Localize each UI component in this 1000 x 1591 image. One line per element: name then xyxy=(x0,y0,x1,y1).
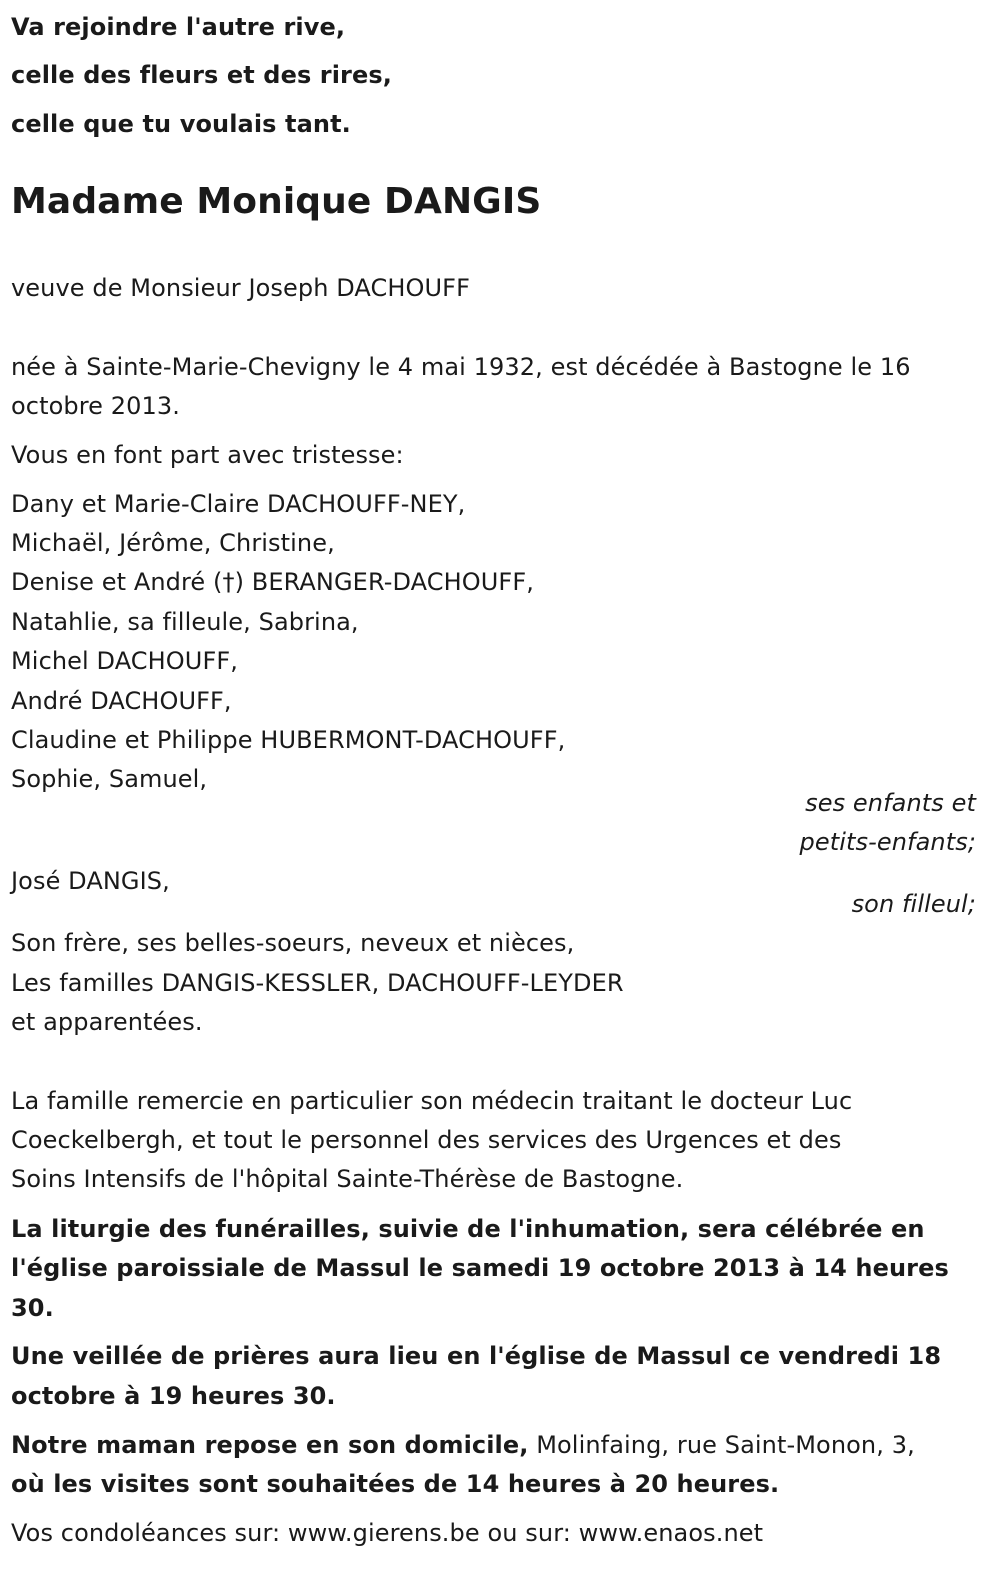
vigil-line: octobre à 19 heures 30. xyxy=(11,1382,336,1410)
condolences-line: Vos condoléances sur: www.gierens.be ou sur: www.enaos.net xyxy=(11,1519,764,1547)
godson-name: José DANGIS, xyxy=(11,867,170,895)
deceased-name: Madame Monique DANGIS xyxy=(11,181,542,222)
children-role-line-2: petits-enfants; xyxy=(799,828,976,856)
relatives-line: Les familles DANGIS-KESSLER, DACHOUFF-LEYDER xyxy=(11,969,624,997)
poem-line-1: Va rejoindre l'autre rive, xyxy=(11,13,346,41)
thanks-line: Soins Intensifs de l'hôpital Sainte-Thérèse de Bastogne. xyxy=(11,1165,684,1193)
family-line: Sophie, Samuel, xyxy=(11,765,208,793)
rest-visits: où les visites sont souhaitées de 14 heures à 20 heures. xyxy=(11,1470,780,1498)
family-line: Claudine et Philippe HUBERMONT-DACHOUFF, xyxy=(11,726,566,754)
birth-death-line-1: née à Sainte-Marie-Chevigny le 4 mai 1932, est décédée à Bastogne le 16 xyxy=(11,353,911,381)
children-role-line-1: ses enfants et xyxy=(805,789,976,817)
announcement-intro: Vous en font part avec tristesse: xyxy=(11,441,404,469)
thanks-line: La famille remercie en particulier son médecin traitant le docteur Luc xyxy=(11,1087,853,1115)
funeral-line: l'église paroissiale de Massul le samedi 19 octobre 2013 à 14 heures xyxy=(11,1254,949,1282)
vigil-line: Une veillée de prières aura lieu en l'église de Massul ce vendredi 18 xyxy=(11,1342,942,1370)
poem-line-2: celle des fleurs et des rires, xyxy=(11,61,392,89)
widow-of: veuve de Monsieur Joseph DACHOUFF xyxy=(11,274,470,302)
funeral-line: La liturgie des funérailles, suivie de l'inhumation, sera célébrée en xyxy=(11,1215,925,1243)
family-line: Denise et André (†) BERANGER-DACHOUFF, xyxy=(11,568,534,596)
godson-role: son filleul; xyxy=(851,890,976,918)
thanks-line: Coeckelbergh, et tout le personnel des services des Urgences et des xyxy=(11,1126,842,1154)
relatives-line: et apparentées. xyxy=(11,1008,203,1036)
birth-death-line-2: octobre 2013. xyxy=(11,392,180,420)
rest-address: Molinfaing, rue Saint-Monon, 3, xyxy=(528,1431,915,1459)
funeral-line: 30. xyxy=(11,1294,54,1322)
family-line: André DACHOUFF, xyxy=(11,687,232,715)
family-line: Natahlie, sa filleule, Sabrina, xyxy=(11,608,359,636)
rest-bold-text: Notre maman repose en son domicile, xyxy=(11,1431,529,1459)
family-line: Dany et Marie-Claire DACHOUFF-NEY, xyxy=(11,490,466,518)
poem-line-3: celle que tu voulais tant. xyxy=(11,110,351,138)
rest-line xyxy=(11,1430,915,1460)
relatives-line: Son frère, ses belles-soeurs, neveux et nièces, xyxy=(11,929,575,957)
family-line: Michel DACHOUFF, xyxy=(11,647,238,675)
family-line: Michaël, Jérôme, Christine, xyxy=(11,529,335,557)
